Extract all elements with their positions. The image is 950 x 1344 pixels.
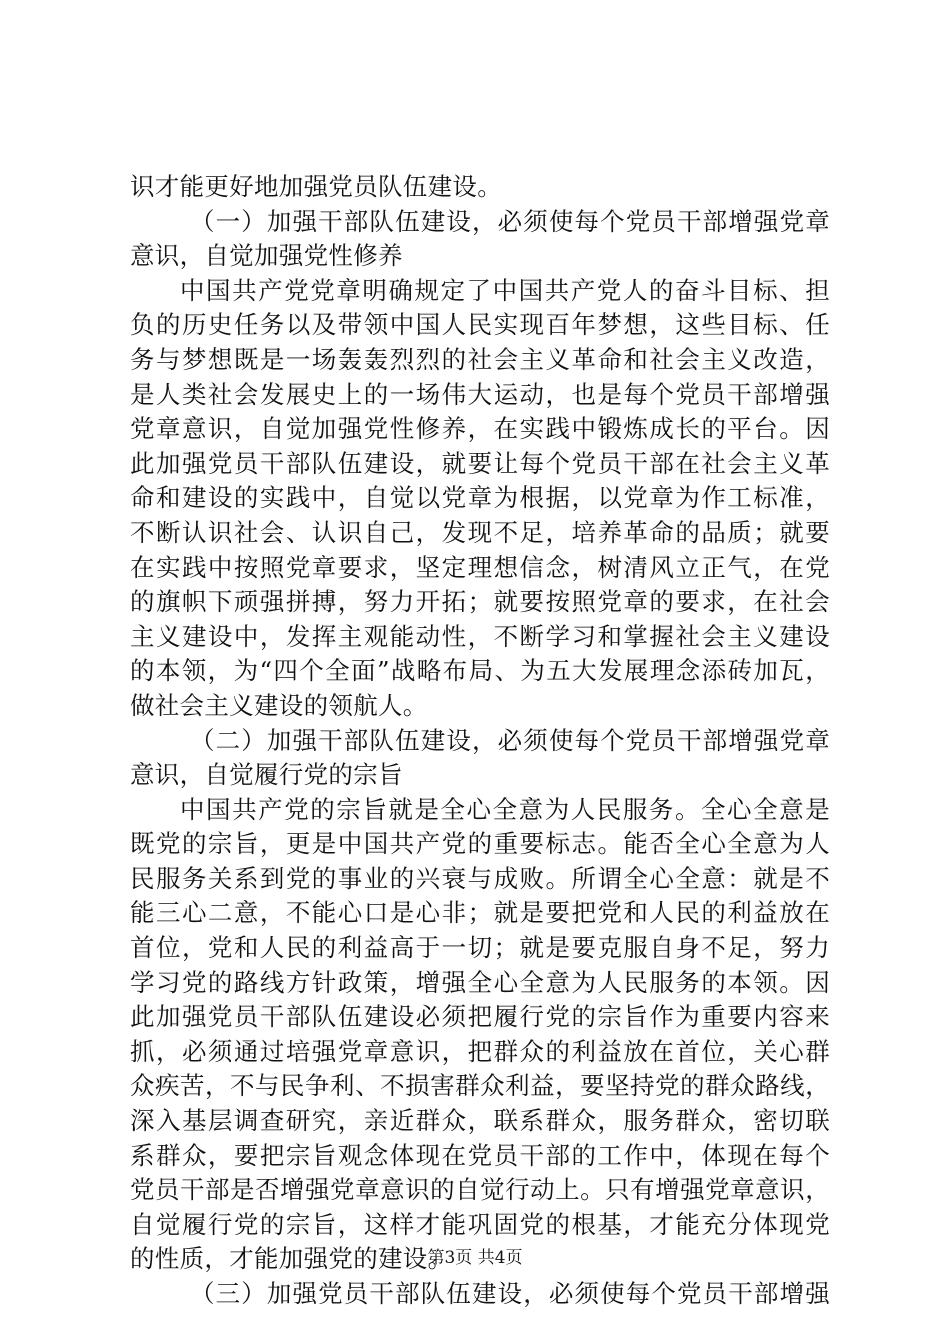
text-line: 的旗帜下顽强拼搏，努力开拓；就要按照党章的要求，在社会 — [130, 587, 830, 617]
page-footer: 第3页 共4页 — [427, 1248, 523, 1268]
text-line: 党章意识，自觉加强党性修养，在实践中锻炼成长的平台。因 — [130, 414, 830, 444]
text-line: 党员干部是否增强党章意识的自觉行动上。只有增强党章意识， — [130, 1175, 830, 1205]
text-line: 学习党的路线方针政策，增强全心全意为人民服务的本领。因 — [130, 967, 830, 997]
text-line: （二）加强干部队伍建设，必须使每个党员干部增强党章 — [190, 725, 830, 755]
text-line: 不断认识社会、认识自己，发现不足，培养革命的品质；就要 — [130, 517, 830, 547]
text-line: 能三心二意，不能心口是心非；就是要把党和人民的利益放在 — [130, 898, 830, 928]
text-line: 既党的宗旨，更是中国共产党的重要标志。能否全心全意为人 — [130, 829, 830, 859]
text-line: 深入基层调查研究，亲近群众，联系群众，服务群众，密切联 — [130, 1106, 830, 1136]
text-line: 的性质，才能加强党的建设。 — [130, 1244, 453, 1274]
text-line: 做社会主义建设的领航人。 — [130, 690, 428, 720]
document-body — [130, 170, 830, 1312]
text-line: 主义建设中，发挥主观能动性，不断学习和掌握社会主义建设 — [130, 621, 830, 651]
text-line: 在实践中按照党章要求，坚定理想信念，树清风立正气，在党 — [130, 552, 830, 582]
text-line: 民服务关系到党的事业的兴衰与成败。所谓全心全意：就是不 — [130, 863, 830, 893]
text-line: 中国共产党党章明确规定了中国共产党人的奋斗目标、担 — [180, 275, 830, 305]
text-line: （三）加强党员干部队伍建设，必须使每个党员干部增强 — [190, 1279, 830, 1308]
text-line: 众疾苦，不与民争利、不损害群众利益，要坚持党的群众路线， — [130, 1071, 830, 1101]
text-line: 意识，自觉履行党的宗旨 — [130, 760, 403, 790]
text-line: 的本领，为“四个全面”战略布局、为五大发展理念添砖加瓦， — [130, 656, 830, 686]
text-line: 此加强党员干部队伍建设，就要让每个党员干部在社会主义革 — [130, 448, 830, 478]
text-line: 务与梦想既是一场轰轰烈烈的社会主义革命和社会主义改造， — [130, 344, 830, 374]
text-line: 识才能更好地加强党员队伍建设。 — [130, 172, 502, 201]
text-line: 意识，自觉加强党性修养 — [130, 241, 403, 271]
text-line: 系群众，要把宗旨观念体现在党员干部的工作中，体现在每个 — [130, 1140, 830, 1170]
text-line: 此加强党员干部队伍建设必须把履行党的宗旨作为重要内容来 — [130, 1002, 830, 1032]
text-line: 命和建设的实践中，自觉以党章为根据，以党章为作工标准， — [130, 483, 830, 513]
text-line: 中国共产党的宗旨就是全心全意为人民服务。全心全意是 — [180, 794, 830, 824]
text-line: 是人类社会发展史上的一场伟大运动，也是每个党员干部增强 — [130, 379, 830, 409]
text-line: 抓，必须通过培强党章意识，把群众的利益放在首位，关心群 — [130, 1036, 830, 1066]
text-line: 自觉履行党的宗旨，这样才能巩固党的根基，才能充分体现党 — [130, 1209, 830, 1239]
text-line: 负的历史任务以及带领中国人民实现百年梦想，这些目标、任 — [130, 310, 830, 340]
text-line: 首位，党和人民的利益高于一切；就是要克服自身不足，努力 — [130, 933, 830, 963]
text-line: （一）加强干部队伍建设，必须使每个党员干部增强党章 — [190, 206, 830, 236]
